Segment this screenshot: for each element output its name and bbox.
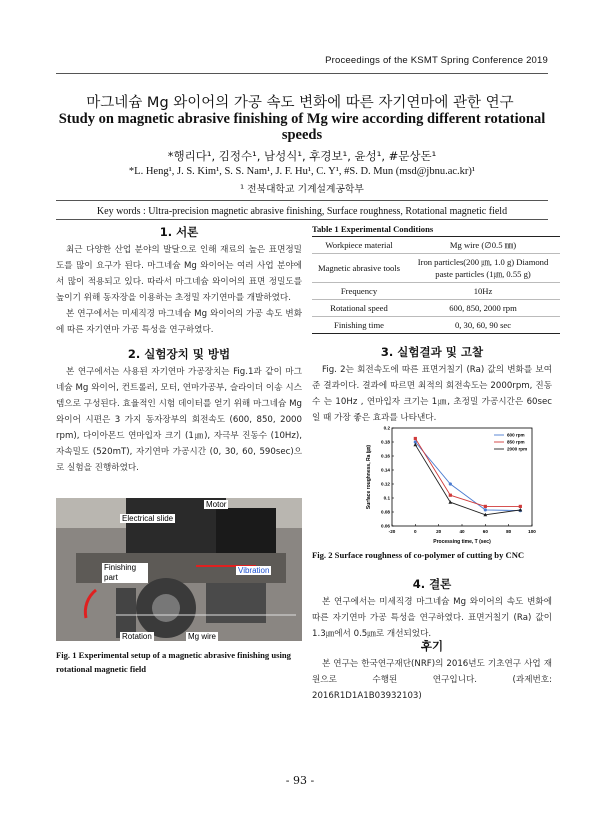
results-body (312, 362, 552, 426)
x-axis-label: Processing time, T (sec) (433, 539, 491, 545)
intro-heading: 1. 서론 (159, 225, 199, 239)
table-cell-label: Magnetic abrasive tools (312, 254, 406, 283)
conclusion-paragraph-1: 본 연구에서는 미세직경 마그네슘 Mg 와이어의 속도 변화에 따른 자기연마 가공 특성을 연구하였다. 표면거칠기 (Ra) 값이 1.3㎛에서 0.5㎛로 개선되었다. (312, 597, 552, 639)
data-point (484, 508, 487, 511)
table-cell-value: Iron particles(200 ㎛, 1.0 g) Diamond paste particles (1㎛, 0.55 g) (406, 254, 560, 283)
intro-paragraph-2: 본 연구에서는 미세직경 마그네슘 Mg 와이어의 가공 속도 변화에 따른 자기연마 가공 특성을 연구하였다. (56, 309, 302, 335)
keywords-bottom-rule (56, 219, 548, 220)
series-line (415, 445, 520, 515)
x-tick-label: 80 (506, 529, 512, 534)
affiliation: ¹ 전북대학교 기계설계공학부 (240, 184, 364, 195)
fig2-caption: Fig. 2 Surface roughness of co-polymer of cutting by CNC (312, 550, 525, 560)
x-tick-label: -20 (388, 529, 396, 534)
english-authors: *L. Heng¹, J. S. Kim¹, S. S. Nam¹, J. F. Hu¹, C. Y¹, #S. D. Mun (msd@jbnu.ac.kr)¹ (128, 166, 476, 177)
x-tick-label: 100 (528, 529, 536, 534)
data-point (519, 505, 522, 508)
data-point (449, 494, 452, 497)
label-mg-wire: Mg wire (188, 632, 217, 641)
exp-paragraph-1: 본 연구에서는 사용된 자기연마 가공장치는 Fig.1과 같이 마그네슘 Mg 와이어, 컨트롤러, 모터, 연마가공부, 슬라이더 이송 시스템으로 구성된다. 효율적인 시험 데이터를 얻기 위해 마그네슘 Mg 와이어 시편은 3 가지 동자장부의 회전속도 (600, 850, 2000 rpm), 다이아몬드 연마입자 크기 (1㎛), 자극부 진동수 (10Hz), 자속밀도 (520mT), 자기연마 가공시간 (0, 30, 60, 590sec)으로 실험을 진행하였다. (56, 367, 302, 473)
legend-entry: 2000 rpm (507, 446, 528, 452)
series-line (415, 442, 520, 511)
table1-caption: Table 1 Experimental Conditions (312, 224, 434, 234)
fig2-chart (356, 424, 556, 548)
table-cell-value: Mg wire (∅0.5 ㎜) (406, 237, 560, 254)
korean-authors: *행리다¹, 김정수¹, 남성식¹, 후경보¹, 윤성¹, #문상돈¹ (167, 149, 437, 163)
table-row (312, 300, 560, 317)
table-cell-label: Workpiece material (312, 237, 406, 254)
table-row (312, 317, 560, 334)
table-cell-label: Frequency (312, 283, 406, 300)
label-electrical-slide: Electrical slide (122, 514, 174, 523)
label-motor: Motor (206, 500, 227, 509)
results-paragraph-1: Fig. 2는 회전속도에 따른 표면거칠기 (Ra) 값의 변화를 보여준 결과이다. 결과에 따르면 최적의 회전속도는 2000rpm, 진동수 는 10Hz , 연마입자 크기는 1㎛, 초정밀 가공시간은 60sec일 때 가장 좋은 효과를 나타낸다. (312, 365, 552, 423)
y-tick-label: 0.18 (381, 439, 390, 445)
table-cell-value: 10Hz (406, 283, 560, 300)
table-cell-value: 0, 30, 60, 90 sec (406, 317, 560, 334)
x-tick-label: 60 (482, 529, 488, 534)
table-cell-label: Finishing time (312, 317, 406, 334)
y-tick-label: 0.12 (381, 481, 390, 487)
table-cell-value: 600, 850, 2000 rpm (406, 300, 560, 317)
legend-entry: 600 rpm (507, 432, 525, 438)
y-tick-label: 0.14 (381, 467, 390, 473)
exp-body (56, 364, 302, 476)
x-tick-label: 40 (459, 529, 465, 534)
header-rule (56, 73, 548, 74)
ack-paragraph-1: 본 연구는 한국연구재단(NRF)의 2016년도 기초연구 사업 재원으로 수행된 연구입니다. (과제번호: 2016R1D1A1B03932103) (312, 659, 552, 701)
keywords: Key words : Ultra-precision magnetic abrasive finishing, Surface roughness, Rotational magnetic field (96, 206, 508, 217)
conference-header: Proceedings of the KSMT Spring Conference 2019 (325, 55, 548, 66)
page-number: - 93 - (285, 774, 315, 787)
x-tick-label: 0 (414, 529, 417, 534)
y-tick-label: 0.2 (383, 425, 390, 431)
keywords-top-rule (56, 200, 548, 201)
y-tick-label: 0.1 (383, 495, 390, 501)
table-row (312, 237, 560, 254)
table1 (312, 236, 560, 334)
y-axis-label: Surface roughness, Ra (㎛) (366, 444, 372, 510)
ack-body (312, 656, 552, 704)
ack-heading: 후기 (420, 639, 444, 653)
label-rotation: Rotation (122, 632, 152, 641)
english-title: Study on magnetic abrasive finishing of Mg wire according different rotational speeds (58, 111, 546, 143)
y-tick-label: 0.08 (381, 509, 390, 515)
conclusion-body (312, 594, 552, 642)
data-point (414, 437, 417, 440)
label-vibration: Vibration (238, 566, 270, 575)
table-cell-label: Rotational speed (312, 300, 406, 317)
korean-title: 마그네슘 Mg 와이어의 가공 속도 변화에 따른 자기연마에 관한 연구 (86, 95, 514, 111)
data-point (484, 505, 487, 508)
fig1-caption: Fig. 1 Experimental setup of a magnetic abrasive finishing using rotational magnetic field (56, 650, 291, 674)
results-heading: 3. 실험결과 및 고찰 (380, 345, 484, 359)
x-tick-label: 20 (436, 529, 442, 534)
label-finishing-part: Finishing part (102, 563, 148, 583)
table-row (312, 283, 560, 300)
y-tick-label: 0.06 (381, 523, 390, 529)
exp-heading: 2. 실험장치 및 방법 (127, 347, 231, 361)
intro-body (56, 242, 302, 338)
legend-entry: 850 rpm (507, 439, 525, 445)
y-tick-label: 0.16 (381, 453, 390, 459)
intro-paragraph-1: 최근 다양한 산업 분야의 발달으로 인해 재료의 높은 표면정밀도를 많이 요구가 된다. 마그네슘 Mg 와이어는 여러 사업 분야에서 많이 적용되고 있다. 따라서 마그네슘 와이어의 표면 정밀도를 높이기 위해 동자장을 이용하는 초정밀 자기연마를 개발하였다. (56, 245, 302, 303)
series-line (415, 439, 520, 507)
table-row (312, 254, 560, 283)
conclusion-heading: 4. 결론 (412, 577, 452, 591)
data-point (449, 482, 452, 485)
